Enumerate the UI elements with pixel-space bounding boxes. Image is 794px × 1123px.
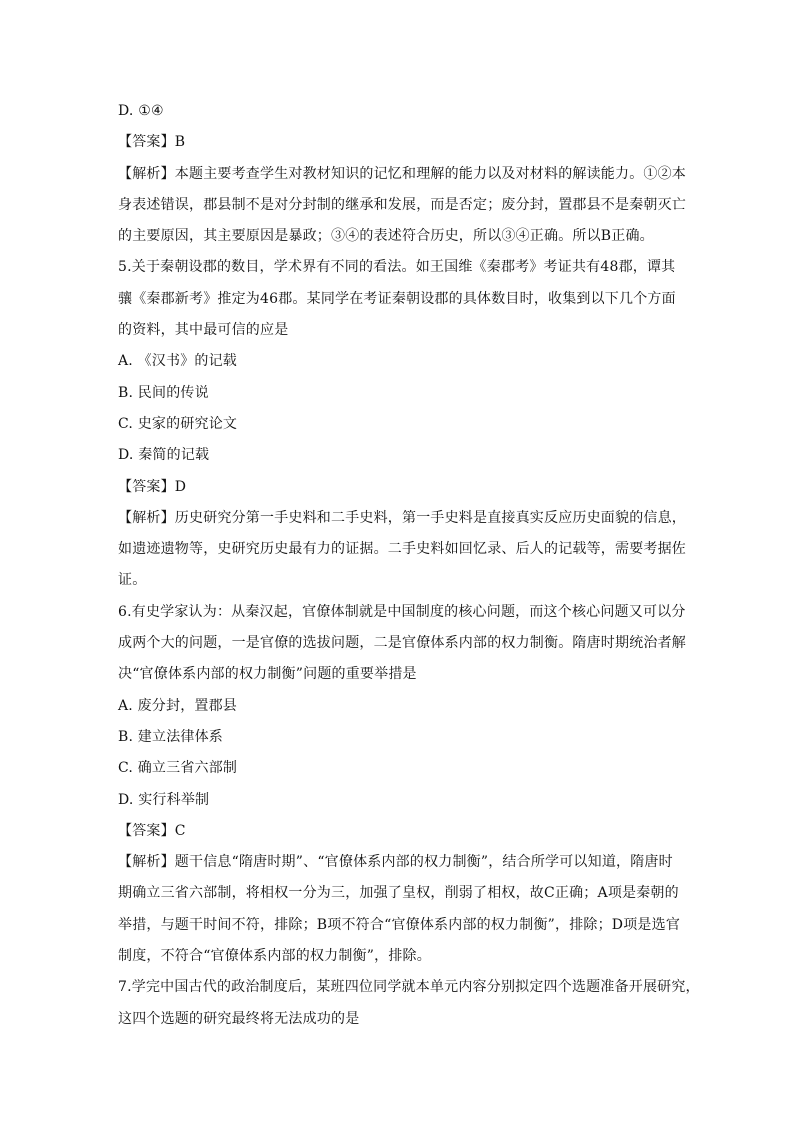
analysis-q4-line-3: 的主要原因，其主要原因是暴政；③④的表述符合历史，所以③④正确。所以B正确。: [118, 228, 654, 245]
analysis-q5-line-1: 【解析】历史研究分第一手史料和二手史料，第一手史料是直接真实反应历史面貌的信息，: [118, 509, 686, 526]
analysis-q5-line-2: 如遗迹遗物等，史研究历史最有力的证据。二手史料如回忆录、后人的记载等，需要考据佐: [118, 541, 686, 558]
question-6-line-1: 6.有史学家认为：从秦汉起，官僚体制就是中国制度的核心问题，而这个核心问题又可以分: [118, 603, 686, 620]
analysis-q4-line-2: 身表述错误，郡县制不是对分封制的继承和发展，而是否定；废分封，置郡县不是秦朝灭亡: [118, 196, 686, 213]
question-6-line-2: 成两个大的问题，一是官僚的选拔问题，二是官僚体系内部的权力制衡。隋唐时期统治者解: [118, 635, 686, 652]
document-page: [118, 96, 700, 1035]
option-d-q5: D. 秦简的记载: [118, 447, 210, 464]
answer-q4: 【答案】B: [118, 134, 186, 151]
option-a-q5: A. 《汉书》的记载: [118, 353, 238, 370]
question-7-line-2: 这四个选题的研究最终将无法成功的是: [118, 1010, 360, 1027]
option-b-q6: B. 建立法律体系: [118, 728, 223, 745]
option-d-q6: D. 实行科举制: [118, 791, 210, 808]
analysis-q6-line-2: 期确立三省六部制，将相权一分为三，加强了皇权，削弱了相权，故C正确；A项是秦朝的: [118, 885, 679, 902]
option-a-q6: A. 废分封，置郡县: [118, 697, 238, 714]
question-5-line-3: 的资料，其中最可信的应是: [118, 322, 289, 339]
question-5-line-1: 5.关于秦朝设郡的数目，学术界有不同的看法。如王国维《秦郡考》考证共有48郡，谭其: [118, 259, 676, 276]
option-d-q4: D. ①④: [118, 103, 164, 119]
option-c-q6: C. 确立三省六部制: [118, 760, 238, 777]
option-c-q5: C. 史家的研究论文: [118, 415, 238, 432]
option-b-q5: B. 民间的传说: [118, 384, 209, 401]
answer-q6: 【答案】C: [118, 822, 186, 839]
question-6-line-3: 决“官僚体系内部的权力制衡”问题的重要举措是: [118, 666, 417, 683]
answer-q5: 【答案】D: [118, 478, 187, 495]
question-5-line-2: 骧《秦郡新考》推定为46郡。某同学在考证秦朝设郡的具体数目时，收集到以下几个方面: [118, 290, 676, 307]
analysis-q6-line-3: 举措，与题干时间不符，排除；B项不符合“官僚体系内部的权力制衡”，排除；D项是选官: [118, 916, 681, 933]
question-7-line-1: 7.学完中国古代的政治制度后，某班四位同学就本单元内容分别拟定四个选题准备开展研究，: [118, 979, 700, 996]
analysis-q6-line-4: 制度，不符合“官僚体系内部的权力制衡”，排除。: [118, 948, 431, 965]
analysis-q5-line-3: 证。: [118, 572, 147, 589]
analysis-q6-line-1: 【解析】题干信息“隋唐时期”、“官僚体系内部的权力制衡”，结合所学可以知道，隋唐时: [118, 854, 673, 871]
analysis-q4-line-1: 【解析】本题主要考查学生对教材知识的记忆和理解的能力以及对材料的解读能力。①②本: [118, 165, 686, 182]
